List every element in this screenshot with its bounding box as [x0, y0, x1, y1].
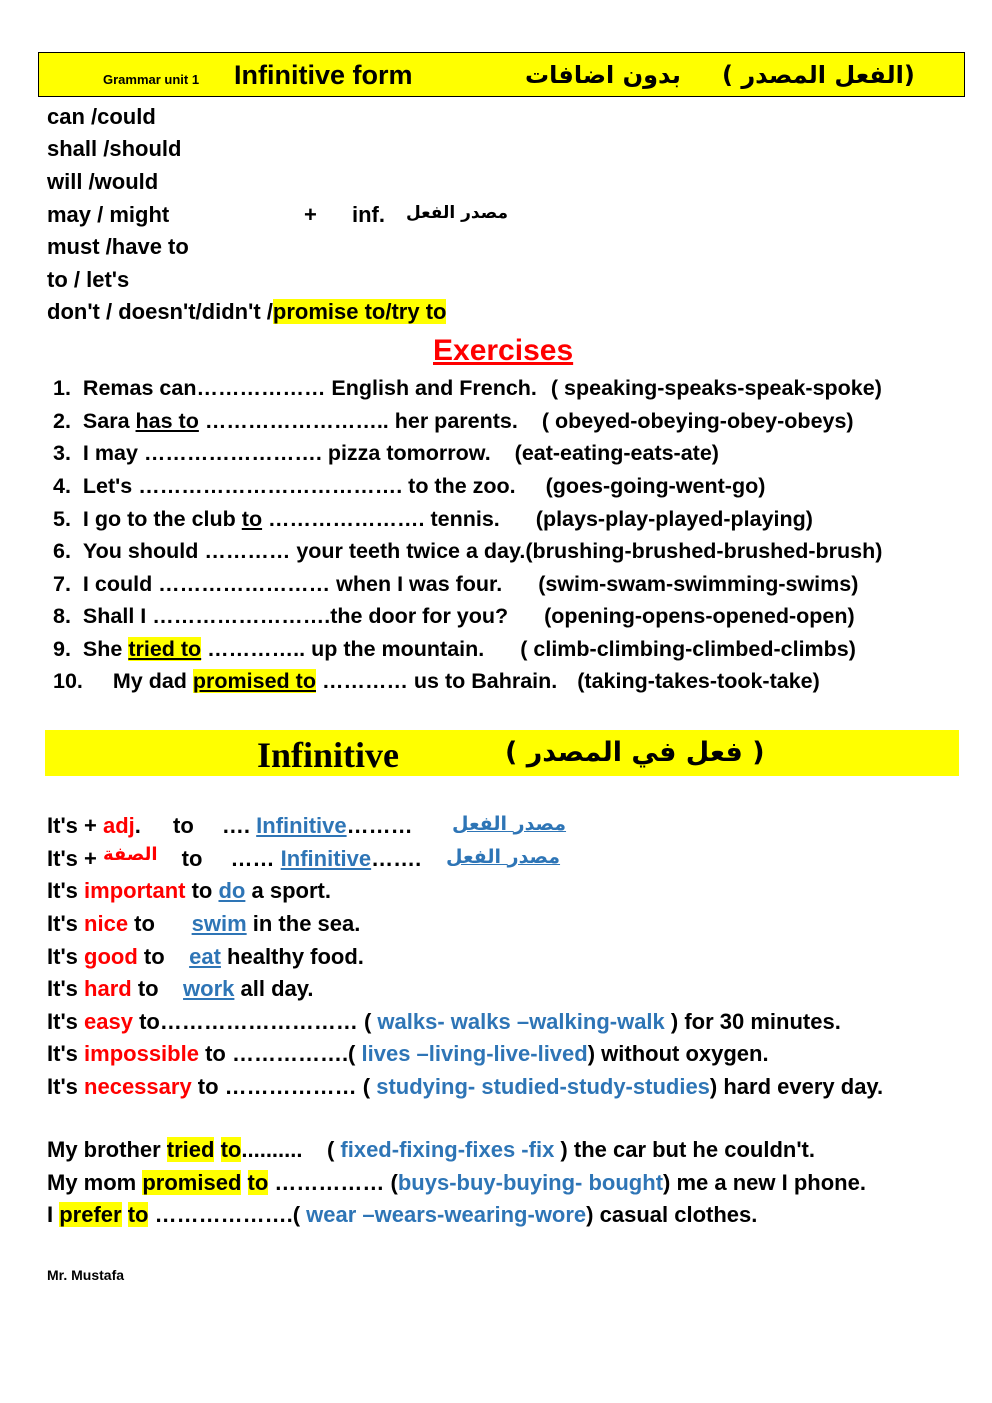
exercise-number: 9.	[53, 637, 71, 661]
verb-blank: …………… (	[268, 1170, 398, 1195]
exercise-item	[53, 409, 854, 434]
fill-adjective: necessary	[84, 1074, 192, 1099]
exercise-number: 4.	[53, 474, 71, 498]
example-to: to	[131, 976, 184, 1001]
verb-highlight: tried	[166, 1137, 215, 1162]
rule-tail: ………	[346, 813, 413, 838]
arabic-subtitle: بدون اضافات	[525, 61, 681, 89]
plus-sign: +	[304, 202, 317, 227]
exercise-number: 3.	[53, 441, 71, 465]
verb-end: ) me a new I phone.	[663, 1170, 866, 1195]
fill-blank: to……………………… (	[132, 1009, 378, 1034]
fill-blank: to …………….(	[198, 1041, 362, 1066]
example-end: all day.	[234, 976, 314, 1001]
verb-options: fixed-fixing-fixes -fix	[340, 1137, 555, 1162]
exercise-text-post: ………….. up the mountain.	[201, 637, 485, 661]
example-end: a sport.	[245, 878, 331, 903]
verb-start: I	[47, 1202, 60, 1227]
verb-end: ) casual clothes.	[586, 1202, 758, 1227]
verb-highlight: promised	[142, 1170, 242, 1195]
rule-line-adj	[47, 813, 413, 839]
exercise-number: 7.	[53, 572, 71, 596]
modal-line: can /could	[47, 104, 156, 129]
example-verb: work	[183, 976, 235, 1001]
verb-blank: ……………….(	[148, 1202, 307, 1227]
exercise-item	[53, 376, 882, 401]
verb-line	[47, 1137, 815, 1163]
example-to: to	[137, 944, 190, 969]
example-start: It's	[47, 944, 85, 969]
modal-line: must /have to	[47, 234, 189, 259]
arabic-masdar-word: مصدر	[507, 846, 561, 868]
fill-options: lives –living-live-lived	[361, 1041, 588, 1066]
exercise-options: (opening-opens-opened-open)	[544, 604, 855, 628]
exercise-text-pre: Sara	[82, 409, 136, 433]
fill-adjective: impossible	[84, 1041, 199, 1066]
grammar-unit-label: Grammar unit 1	[103, 72, 200, 87]
promised-to-highlight: promised to	[192, 669, 316, 693]
banner-title: Infinitive	[257, 735, 400, 775]
fill-end: ) without oxygen.	[587, 1041, 769, 1066]
modal-line: to / let's	[47, 267, 130, 292]
example-line	[47, 911, 360, 937]
example-end: in the sea.	[246, 911, 361, 936]
infinitive-banner	[45, 730, 959, 776]
fill-blank: to ……………… (	[191, 1074, 377, 1099]
exercise-options: (taking-takes-took-take)	[577, 669, 820, 693]
fill-start: It's	[47, 1009, 85, 1034]
inf-label: inf.	[352, 202, 385, 227]
exercise-options: (goes-going-went-go)	[545, 474, 766, 498]
exercise-underlined: to	[241, 507, 263, 531]
example-verb: eat	[189, 944, 221, 969]
verb-start: My mom	[47, 1170, 143, 1195]
exercise-options: (eat-eating-eats-ate)	[514, 441, 719, 465]
rule-to: to	[181, 846, 203, 871]
verb-line	[47, 1202, 757, 1228]
rule-dot: .	[134, 813, 141, 838]
banner-arabic: ( فعل في المصدر )	[505, 737, 765, 768]
exercise-text-post: …………………….. her parents.	[198, 409, 518, 433]
exercise-number: 5.	[53, 507, 71, 531]
rule-tail: …….	[371, 846, 422, 871]
example-start: It's	[47, 976, 85, 1001]
exercise-text: You should ………… your teeth twice a day.(brushing-brushed-brushed-brush)	[82, 539, 883, 563]
verb-start: My brother	[47, 1137, 167, 1162]
exercise-item	[53, 637, 856, 662]
rule-prefix: It's +	[47, 813, 103, 838]
exercise-number: 10.	[53, 669, 83, 693]
inf-arabic-label: مصدر الفعل	[406, 203, 509, 223]
verb-blank: .......... (	[241, 1137, 341, 1162]
arabic-masdar-label	[452, 813, 566, 835]
modal-line-last	[47, 299, 446, 325]
modal-line: may / might	[47, 202, 170, 227]
rule-line-sifa	[47, 846, 421, 872]
example-to: to	[128, 911, 192, 936]
exercises-heading: Exercises	[433, 334, 574, 367]
exercise-text-pre: My dad	[112, 669, 193, 693]
exercise-options: ( speaking-speaks-speak-spoke)	[550, 376, 882, 400]
example-line	[47, 944, 364, 970]
verb-options: buys-buy-buying- bought	[397, 1170, 664, 1195]
rule-to: to	[173, 813, 194, 838]
exercise-item	[53, 669, 820, 694]
exercise-underlined: has to	[135, 409, 199, 433]
arabic-title: (الفعل المصدر )	[722, 61, 915, 89]
exercise-options: ( obeyed-obeying-obey-obeys)	[541, 409, 854, 433]
fill-adjective: easy	[84, 1009, 133, 1034]
fill-end: ) hard every day.	[709, 1074, 884, 1099]
exercise-item	[53, 441, 719, 466]
example-adjective: important	[84, 878, 186, 903]
example-line	[47, 878, 331, 904]
example-end: healthy food.	[220, 944, 364, 969]
rule-dots: ….	[221, 813, 251, 838]
example-adjective: good	[84, 944, 138, 969]
exercise-item	[53, 572, 858, 597]
fill-start: It's	[47, 1074, 85, 1099]
exercise-text: Shall I …………………….the door for you?	[82, 604, 509, 628]
example-line	[47, 976, 313, 1002]
fill-line	[47, 1074, 883, 1100]
promise-try-highlight: promise to/try to	[272, 299, 447, 324]
adj-label: adj	[102, 813, 135, 838]
arabic-masdar-label	[446, 846, 560, 868]
arabic-fiel-word: الفعل	[446, 846, 502, 868]
exercise-text: Remas can……………… English and French.	[82, 376, 537, 400]
exercise-number: 1.	[53, 376, 71, 400]
example-adjective: nice	[84, 911, 129, 936]
verb-highlight: prefer	[59, 1202, 122, 1227]
modal-line: will /would	[47, 169, 159, 194]
exercise-options: ( climb-climbing-climbed-climbs)	[520, 637, 856, 661]
arabic-masdar-word: مصدر	[513, 813, 567, 835]
fill-line	[47, 1041, 769, 1067]
fill-end: ) for 30 minutes.	[664, 1009, 841, 1034]
exercise-item	[53, 474, 765, 499]
exercise-text-post: …………………. tennis.	[262, 507, 500, 531]
exercise-number: 2.	[53, 409, 71, 433]
exercise-item	[53, 539, 882, 564]
modal-line-last-prefix: don't / doesn't/didn't /	[47, 299, 273, 324]
example-verb: do	[218, 878, 246, 903]
arabic-fiel-word: الفعل	[452, 813, 508, 835]
fill-start: It's	[47, 1041, 85, 1066]
exercise-number: 8.	[53, 604, 71, 628]
infinitive-label: Infinitive	[280, 846, 372, 871]
verb-to-highlight: to	[127, 1202, 149, 1227]
exercise-options: (plays-play-played-playing)	[535, 507, 813, 531]
verb-line	[47, 1170, 866, 1196]
exercise-text: Let's ………………………………. to the zoo.	[82, 474, 516, 498]
verb-options: wear –wears-wearing-wore	[306, 1202, 587, 1227]
example-verb: swim	[191, 911, 247, 936]
exercise-item	[53, 507, 813, 532]
infinitive-label: Infinitive	[256, 813, 347, 838]
modal-line: shall /should	[47, 136, 182, 161]
example-start: It's	[47, 878, 85, 903]
exercise-text: I may ……………………. pizza tomorrow.	[82, 441, 491, 465]
tried-to-highlight: tried to	[128, 637, 202, 661]
example-start: It's	[47, 911, 85, 936]
fill-options: walks- walks –walking-walk	[377, 1009, 665, 1034]
verb-end: ) the car but he couldn't.	[554, 1137, 815, 1162]
example-to: to	[185, 878, 219, 903]
exercise-item	[53, 604, 855, 629]
exercise-text: I could …………………… when I was four.	[82, 572, 503, 596]
verb-to-highlight: to	[220, 1137, 242, 1162]
rule-dots: ……	[230, 846, 275, 871]
exercise-options: (swim-swam-swimming-swims)	[538, 572, 859, 596]
page-title: Infinitive form	[234, 60, 413, 90]
exercise-text-pre: She	[82, 637, 129, 661]
verb-to-highlight: to	[247, 1170, 269, 1195]
exercise-text-pre: I go to the club	[82, 507, 242, 531]
exercise-number: 6.	[53, 539, 71, 563]
rule-prefix: It's +	[47, 846, 103, 871]
adj-arabic-label: الصفة	[102, 844, 158, 865]
fill-options: studying- studied-study-studies	[376, 1074, 710, 1099]
exercise-text-post: ………… us to Bahrain.	[315, 669, 558, 693]
example-adjective: hard	[84, 976, 132, 1001]
author-signature: Mr. Mustafa	[47, 1267, 125, 1283]
fill-line	[47, 1009, 841, 1035]
